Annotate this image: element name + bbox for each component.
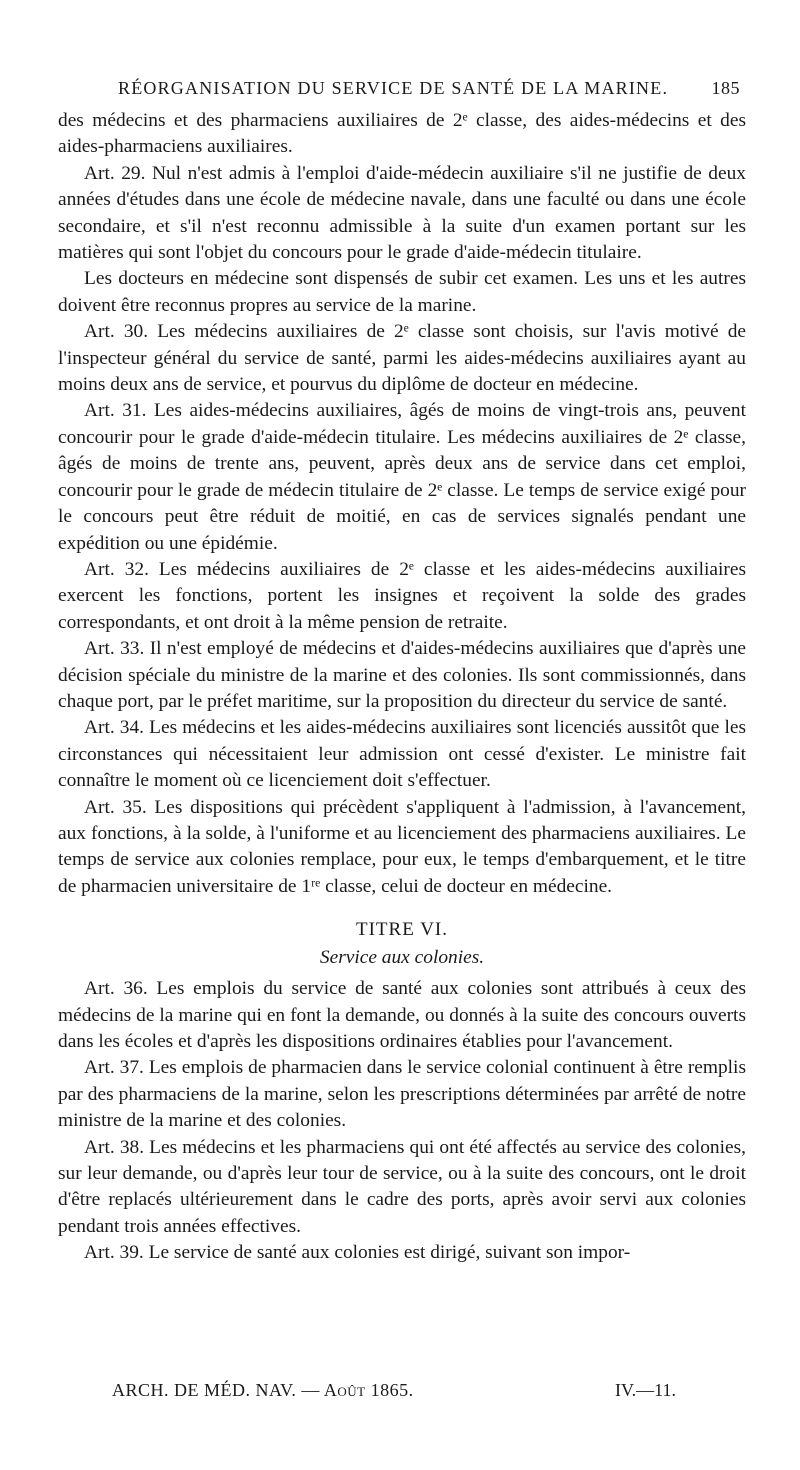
paragraph: Art. 30. Les médecins auxiliaires de 2ᵉ classe sont choisis, sur l'avis motivé de l'inspecteur général du service de santé, parmi les aides-médecins auxiliaires ayant au moins deux ans de service, et pourvus du diplôme de docteur en médecine.: [58, 321, 746, 396]
paragraph: Les docteurs en médecine sont dispensés de subir cet examen. Les uns et les autres doivent être reconnus propres au service de la marine.: [58, 268, 746, 316]
paragraph: Art. 37. Les emplois de pharmacien dans le service colonial continuent à être remplis par des pharmaciens de la marine, selon les prescriptions déterminées par arrêté de notre ministre de la marine et des colonies.: [58, 1057, 746, 1132]
paragraph: Art. 34. Les médecins et les aides-médecins auxiliaires sont licenciés aussitôt que les circonstances qui nécessitaient leur admission ont cessé d'exister. Le ministre fait connaître le moment où ce licenciement doit s'effectuer.: [58, 717, 746, 792]
paragraph: Art. 38. Les médecins et les pharmaciens qui ont été affectés au service des colonies, sur leur demande, ou d'après leur tour de service, ou à la suite des concours, ont le droit d'être replacés ultérieurement dans le cadre des ports, après avoir servi aux colonies pendant trois années effectives.: [58, 1136, 746, 1237]
paragraph: Art. 39. Le service de santé aux colonies est dirigé, suivant son impor-: [84, 1242, 631, 1264]
paragraph: Art. 36. Les emplois du service de santé aux colonies sont attribués à ceux des médecins de la marine qui en font la demande, ou donnés à la suite des concours ouverts dans les écoles et d'après les dispositions ordinaires établies pour l'avancement.: [58, 978, 746, 1052]
paragraph: des médecins et des pharmaciens auxiliaires de 2ᵉ classe, des aides-médecins et des aides-pharmaciens auxiliaires.: [58, 110, 746, 158]
paragraph: Art. 31. Les aides-médecins auxiliaires, âgés de moins de vingt-trois ans, peuvent concourir pour le grade d'aide-médecin titulaire. Les médecins auxiliaires de 2ᵉ classe, âgés de moins de trente ans, peuvent, après deux ans de service dans cet emploi, concourir pour le grade de médecin titulaire de 2ᵉ classe. Le temps de service exigé pour le concours peut être réduit de moitié, en cas de services signalés pendant une expédition ou une épidémie.: [58, 400, 746, 554]
section-heading: [58, 916, 746, 972]
footer-journal: ARCH. DE MÉD. NAV. — Août 1865.: [112, 1380, 414, 1400]
footer-signature-mark: IV.—11.: [614, 1380, 676, 1400]
paragraph: Art. 32. Les médecins auxiliaires de 2ᵉ classe et les aides-médecins auxiliaires exercent les fonctions, portent les insignes et reçoivent la solde des grades correspondants, et ont droit à la même pension de retraite.: [58, 558, 746, 633]
section-title: TITRE VI.: [355, 919, 449, 941]
body-text: [58, 108, 746, 1267]
section-subtitle: Service aux colonies.: [319, 947, 485, 969]
paragraphs-before-section: [58, 108, 746, 900]
paragraphs-after-section: [58, 976, 746, 1266]
paragraph: Art. 35. Les dispositions qui précèdent s'appliquent à l'admission, à l'avancement, aux fonctions, à la solde, à l'uniforme et au licenciement des pharmaciens auxiliaires. Le temps de service aux colonies remplace, pour eux, le temps d'embarquement, et le titre de pharmacien universitaire de 1ʳᵉ classe, celui de docteur en médecine.: [58, 796, 746, 897]
paragraph: Art. 33. Il n'est employé de médecins et d'aides-médecins auxiliaires que d'après une décision spéciale du ministre de la marine et des colonies. Ils sont commissionnés, dans chaque port, par le préfet maritime, sur la proposition du directeur du service de santé.: [58, 638, 746, 712]
running-header: [118, 78, 740, 102]
page-footer: [112, 1380, 676, 1401]
page-number: 185: [711, 78, 740, 98]
running-title: RÉORGANISATION DU SERVICE DE SANTÉ DE LA MARINE.: [118, 78, 669, 98]
paragraph: Art. 29. Nul n'est admis à l'emploi d'aide-médecin auxiliaire s'il ne justifie de deux années d'études dans une école de médecine navale, dans une faculté ou dans une école secondaire, et s'il n'est reconnu admissible à la suite d'un examen portant sur les matières qui sont l'objet du concours pour le grade d'aide-médecin titulaire.: [58, 162, 746, 264]
